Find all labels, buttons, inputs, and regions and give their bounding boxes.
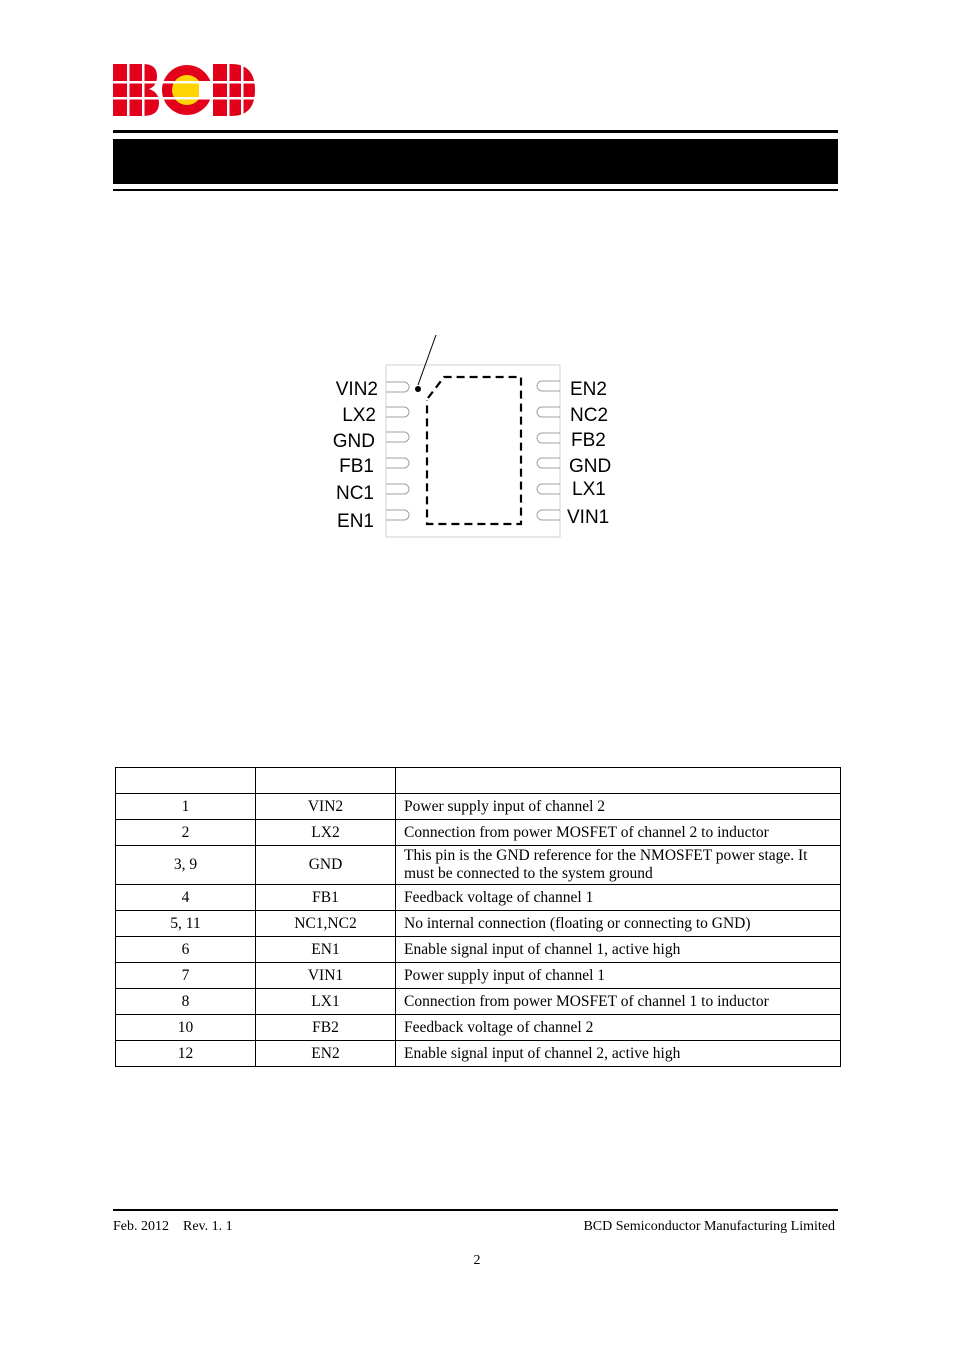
pin-name: FB2 [256, 1015, 396, 1041]
pin-number: 2 [116, 820, 256, 846]
pin-name: GND [256, 846, 396, 885]
header-band [113, 139, 838, 184]
pin-number: 6 [116, 937, 256, 963]
header-rule-thin [113, 189, 838, 191]
bcd-logo-icon [113, 64, 255, 116]
pin-function: No internal connection (floating or connecting to GND) [396, 911, 841, 937]
table-row [116, 989, 841, 1015]
pin-configuration-diagram [320, 330, 630, 545]
pin-name: LX2 [256, 820, 396, 846]
table-row [116, 937, 841, 963]
pin-name: EN2 [256, 1041, 396, 1067]
header-rule [113, 130, 838, 133]
pin-function: Connection from power MOSFET of channel 2 to inductor [396, 820, 841, 846]
pin-name: VIN1 [256, 963, 396, 989]
page-number: 2 [473, 1253, 481, 1268]
pin-function: Feedback voltage of channel 1 [396, 885, 841, 911]
right-pin-label: LX1 [572, 479, 606, 500]
table-row [116, 1015, 841, 1041]
left-pin-label: GND [332, 431, 375, 452]
right-pin-label: GND [569, 456, 612, 477]
pin-name: LX1 [256, 989, 396, 1015]
pin-name: VIN2 [256, 794, 396, 820]
header-cell [396, 768, 841, 794]
right-pin-label: FB2 [571, 430, 606, 451]
pin-function: Power supply input of channel 1 [396, 963, 841, 989]
left-pin-label: FB1 [339, 456, 374, 477]
pin-number: 10 [116, 1015, 256, 1041]
pin1-dot [415, 386, 421, 392]
pin1-indicator-line [418, 335, 436, 385]
footer-company: BCD Semiconductor Manufacturing Limited [583, 1219, 835, 1234]
table-row [116, 794, 841, 820]
table-row [116, 846, 841, 885]
pin-function: Connection from power MOSFET of channel 1 to inductor [396, 989, 841, 1015]
header-cell [116, 768, 256, 794]
pin-name: NC1,NC2 [256, 911, 396, 937]
table-row [116, 963, 841, 989]
package-body [386, 365, 560, 537]
table-header-row [116, 768, 841, 794]
pin-name: EN1 [256, 937, 396, 963]
footer-date: Feb. 2012 [113, 1219, 169, 1234]
pin-function: This pin is the GND reference for the NMOSFET power stage. It must be connected to the system ground [396, 846, 841, 885]
right-pin-label: EN2 [570, 379, 607, 400]
pin-function: Power supply input of channel 2 [396, 794, 841, 820]
pin-function: Enable signal input of channel 2, active high [396, 1041, 841, 1067]
pin-function: Enable signal input of channel 1, active high [396, 937, 841, 963]
footer-rule [113, 1209, 838, 1211]
table-row [116, 820, 841, 846]
left-pin-label: NC1 [335, 483, 374, 504]
footer-date-revision [113, 1219, 233, 1235]
pin-name: FB1 [256, 885, 396, 911]
exposed-pad [427, 377, 521, 524]
pin-description-table [115, 767, 841, 1067]
left-pin-label: VIN2 [335, 379, 378, 400]
left-pin-label: LX2 [342, 405, 376, 426]
footer-revision: Rev. 1. 1 [183, 1219, 233, 1234]
pin-number: 1 [116, 794, 256, 820]
pin-number: 4 [116, 885, 256, 911]
header-cell [256, 768, 396, 794]
pin-number: 12 [116, 1041, 256, 1067]
pin-function: Feedback voltage of channel 2 [396, 1015, 841, 1041]
pin-number: 5, 11 [116, 911, 256, 937]
table-row [116, 885, 841, 911]
table-row [116, 911, 841, 937]
pin-number: 7 [116, 963, 256, 989]
pin-number: 8 [116, 989, 256, 1015]
left-pin-label: EN1 [337, 511, 374, 532]
table-row [116, 1041, 841, 1067]
right-pin-label: NC2 [570, 405, 609, 426]
right-pin-label: VIN1 [567, 507, 610, 528]
pin-number: 3, 9 [116, 846, 256, 885]
